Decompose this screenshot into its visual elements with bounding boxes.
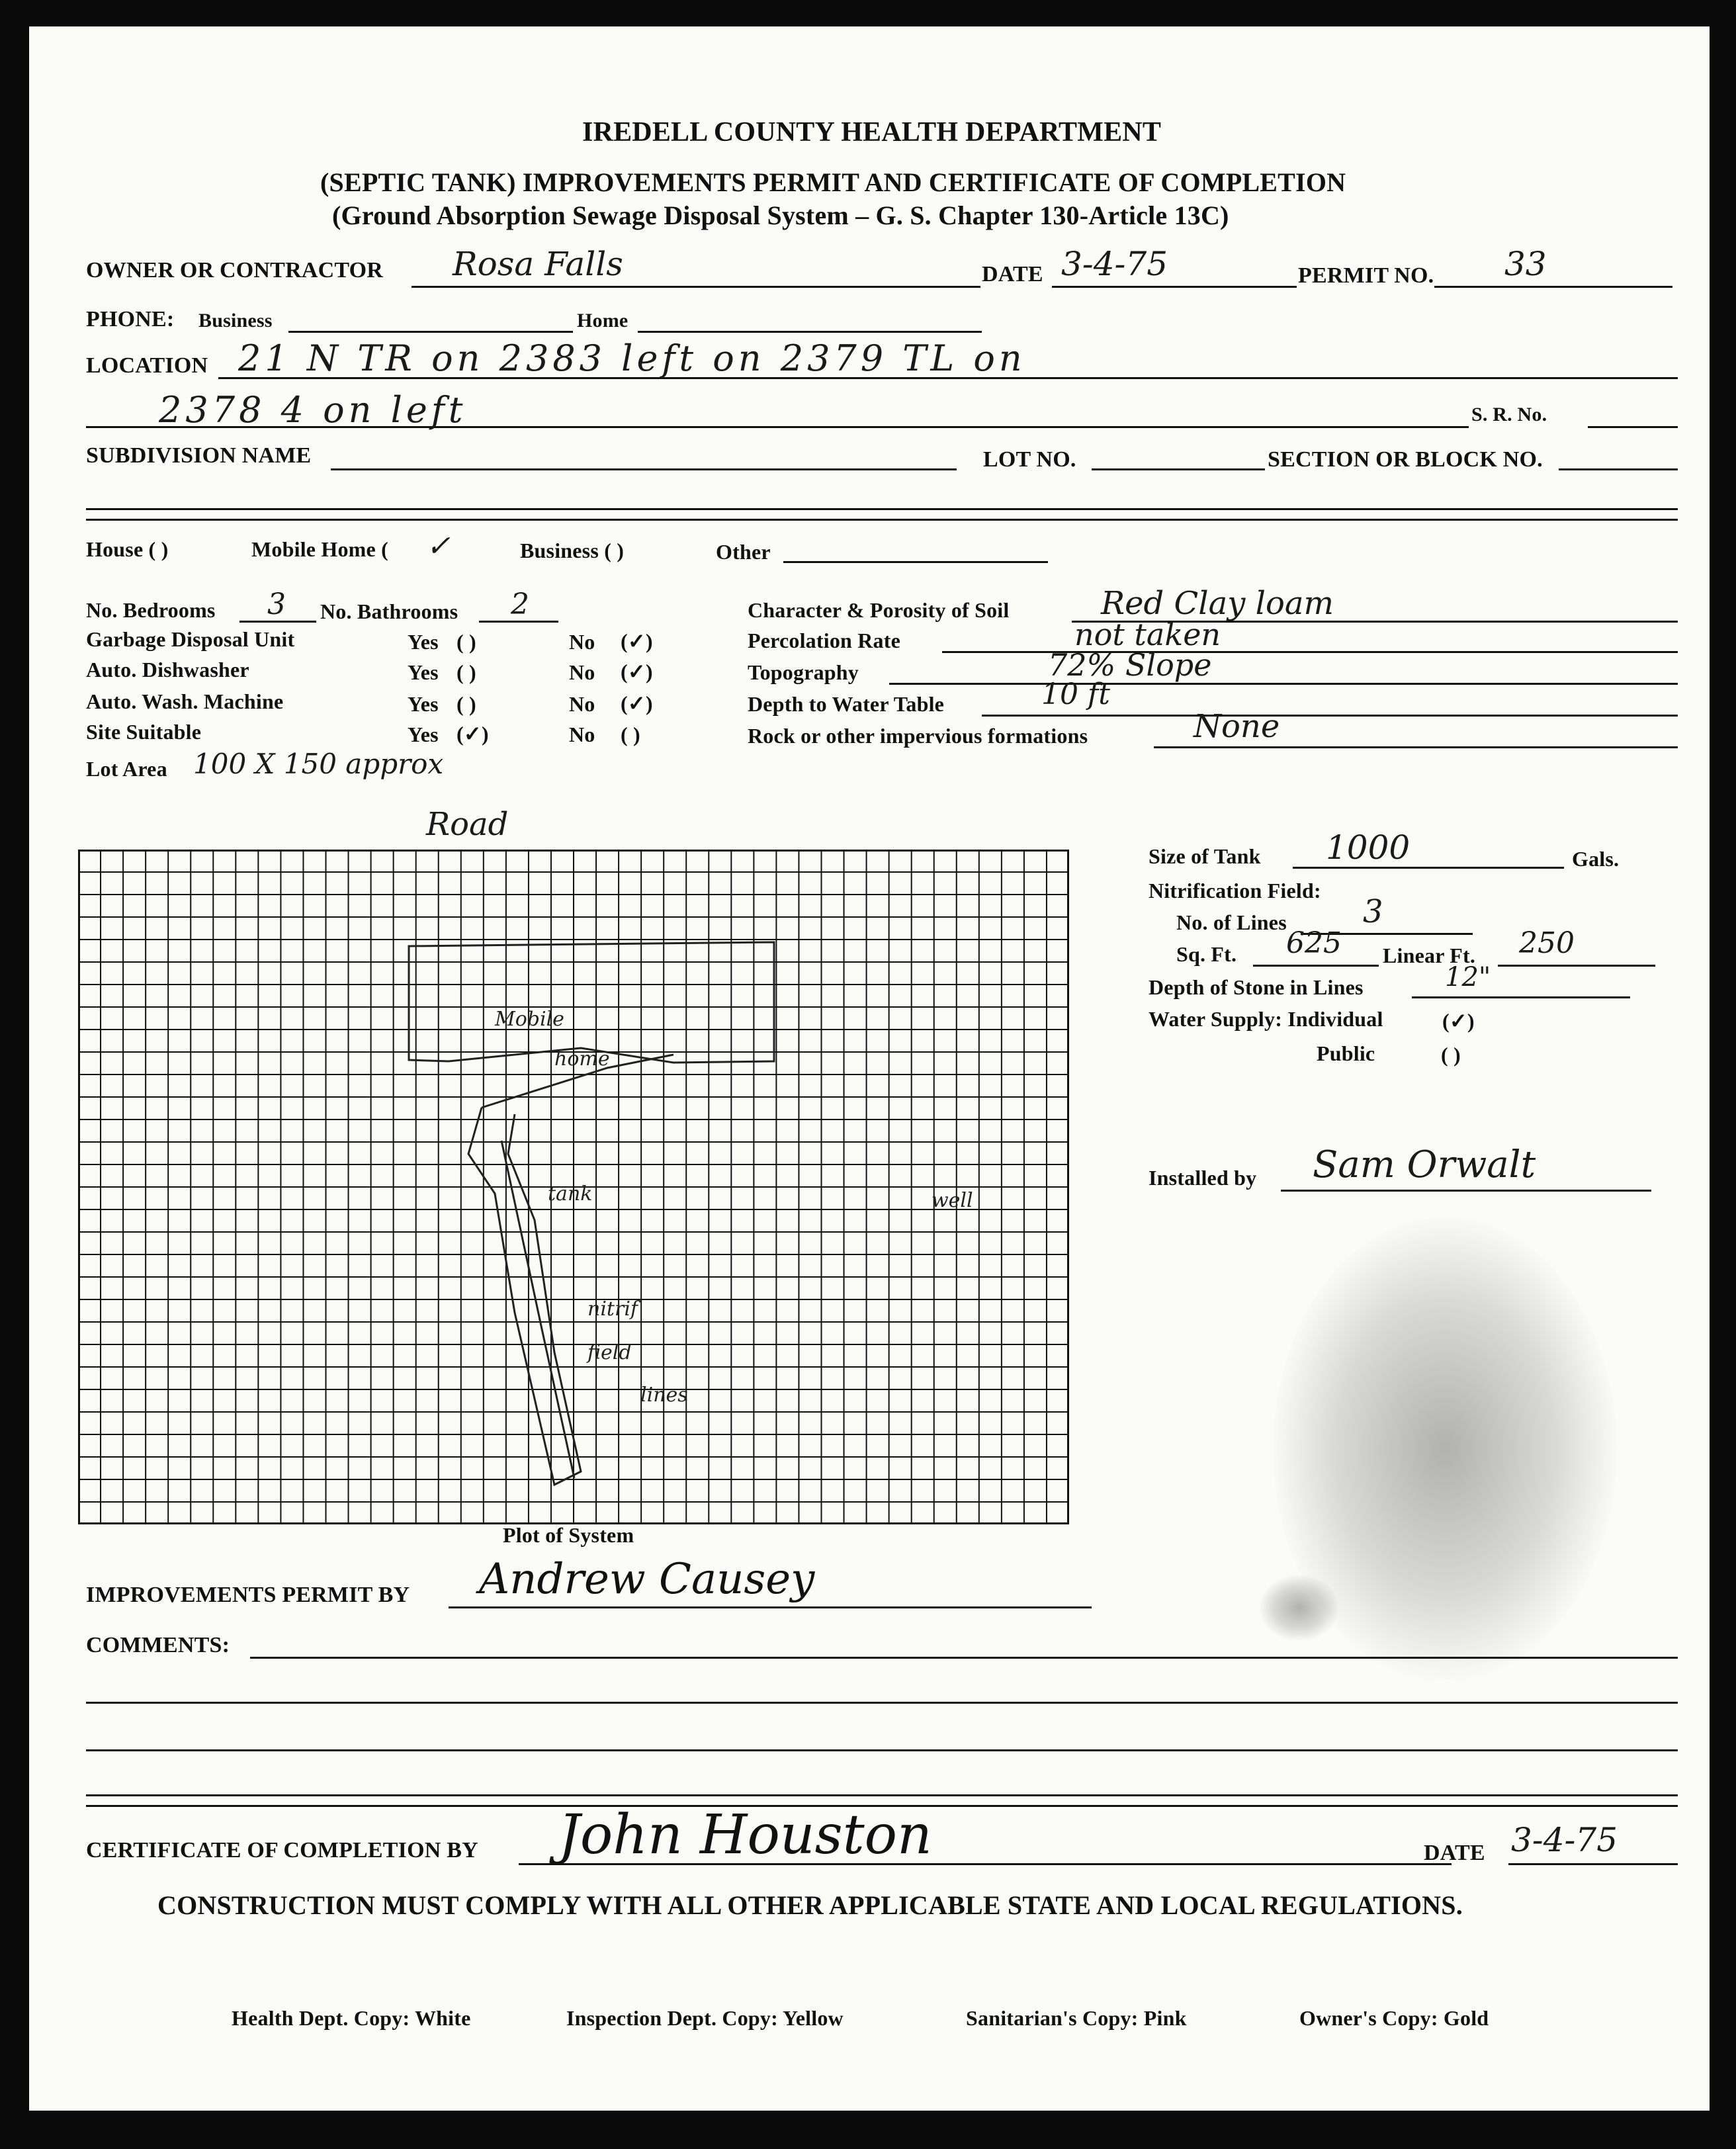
tank-gals-label: Gals. [1572,847,1620,871]
other-option: Other [716,540,771,564]
stone-depth-line [1412,996,1630,998]
washer-label: Auto. Wash. Machine [86,689,284,713]
section-line [1559,468,1678,470]
sqft-value: 625 [1286,926,1342,960]
dishwasher-label: Auto. Dishwasher [86,658,249,681]
permit-form [29,26,1710,2111]
owner-line [412,286,980,288]
system-sketch [409,942,774,1485]
rock-line [1154,746,1678,748]
mobile-home-option: Mobile Home ( [251,537,388,561]
soil-label: Character & Porosity of Soil [748,598,1010,622]
bathrooms-value: 2 [511,588,529,621]
plot-grid [78,850,1069,1524]
date-value: 3-4-75 [1061,245,1168,283]
bedrooms-value: 3 [267,588,286,621]
certificate-date-line [1508,1863,1678,1865]
permit-no-value: 33 [1504,245,1547,283]
water-table-value: 10 ft [1041,678,1110,711]
section-label: SECTION OR BLOCK NO. [1268,447,1543,472]
copy-health: Health Dept. Copy: White [232,2006,471,2030]
sqft-label: Sq. Ft. [1176,942,1237,966]
installed-by-line [1281,1190,1651,1192]
topography-label: Topography [748,660,859,684]
individual-mark: (✓) [1442,1009,1475,1033]
washer-no-box: (✓) [621,691,653,715]
lot-no-label: LOT NO. [983,447,1076,472]
topography-line [889,683,1678,685]
water-table-line [982,715,1678,717]
lot-no-line [1092,468,1265,470]
lines-label: No. of Lines [1176,910,1287,934]
sketch-note-nitrif: nitrif [587,1297,638,1321]
washer-yes-box: ( ) [456,692,476,716]
mobile-home-check: ✓ [426,529,451,563]
permit-no-label: PERMIT NO. [1298,263,1434,288]
permit-by-label: IMPROVEMENTS PERMIT BY [86,1583,410,1607]
subdivision-label: SUBDIVISION NAME [86,443,312,468]
form-title: (SEPTIC TANK) IMPROVEMENTS PERMIT AND CERTIFICATE OF COMPLETION [320,167,1346,197]
form-subtitle: (Ground Absorption Sewage Disposal System – G. S. Chapter 130-Article 13C) [332,200,1229,230]
site-suitable-label: Site Suitable [86,720,202,744]
phone-home-label: Home [577,310,629,331]
tank-size-value: 1000 [1326,828,1410,867]
road-label: Road [426,806,509,843]
copy-inspection: Inspection Dept. Copy: Yellow [566,2006,844,2030]
linear-ft-line [1498,965,1655,967]
linear-ft-value: 250 [1519,926,1575,960]
sketch-note-well: well [932,1189,973,1212]
phone-home-line [638,331,982,333]
topography-value: 72% Slope [1048,647,1212,683]
copy-owner: Owner's Copy: Gold [1299,2006,1489,2030]
lot-area-label: Lot Area [86,757,167,781]
permit-no-line [1434,286,1672,288]
site-no: No [569,723,595,746]
sr-no-line [1588,426,1678,428]
comments-line-2 [86,1702,1678,1704]
installed-by-value: Sam Orwalt [1313,1143,1536,1186]
certificate-rule [86,1794,1678,1796]
sketch-note-mobile: Mobile [495,1008,564,1031]
soil-value: Red Clay loam [1101,585,1334,622]
compliance-notice: CONSTRUCTION MUST COMPLY WITH ALL OTHER APPLICABLE STATE AND LOCAL REGULATIONS. [157,1890,1463,1920]
bathrooms-label: No. Bathrooms [320,599,458,623]
location-line-2-value: 2378 4 on left [159,389,467,431]
stone-depth-value: 12" [1445,962,1491,992]
tank-size-line [1293,867,1564,869]
garbage-no-box: (✓) [621,629,653,653]
dishwasher-no-box: (✓) [621,660,653,683]
bedrooms-label: No. Bedrooms [86,598,216,622]
water-table-label: Depth to Water Table [748,692,945,716]
certificate-date-label: DATE [1424,1841,1485,1865]
location-label: LOCATION [86,353,208,378]
public-label: Public [1317,1041,1375,1065]
stone-depth-label: Depth of Stone in Lines [1149,975,1364,999]
certificate-label: CERTIFICATE OF COMPLETION BY [86,1838,478,1863]
rock-label: Rock or other impervious formations [748,724,1088,748]
date-line [1052,286,1297,288]
department-title: IREDELL COUNTY HEALTH DEPARTMENT [582,117,1162,148]
other-line [783,561,1048,563]
dishwasher-yes-box: ( ) [456,660,476,684]
comments-line-1 [250,1657,1678,1659]
dishwasher-no: No [569,660,595,684]
copy-sanitarian: Sanitarian's Copy: Pink [966,2006,1187,2030]
permit-by-line [449,1606,1092,1608]
water-supply-label: Water Supply: Individual [1149,1007,1383,1031]
lot-area-value: 100 X 150 approx [193,748,444,780]
nitrification-label: Nitrification Field: [1149,879,1321,902]
washer-no: No [569,692,595,716]
sketch-note-field: field [587,1341,632,1364]
garbage-yes-box: ( ) [456,630,476,654]
perc-label: Percolation Rate [748,629,900,652]
mobile-home-outline [409,942,774,1063]
washer-yes: Yes [408,692,439,716]
public-mark: ( ) [1441,1043,1461,1067]
house-option: House ( ) [86,537,169,561]
business-option: Business ( ) [520,539,625,562]
garbage-label: Garbage Disposal Unit [86,627,295,651]
permit-by-signature: Andrew Causey [479,1555,815,1604]
owner-label: OWNER OR CONTRACTOR [86,258,383,283]
owner-value: Rosa Falls [453,245,623,283]
tank-size-label: Size of Tank [1149,844,1261,868]
scan-smudge-small [1260,1575,1339,1641]
site-yes: Yes [408,723,439,746]
sketch-note-tank: tank [548,1182,593,1206]
lines-value: 3 [1363,893,1383,930]
phone-business-line [288,331,573,333]
location-line-1-value: 21 N TR on 2383 left on 2379 TL on [238,337,1026,379]
perc-value: not taken [1074,617,1221,652]
phone-business-label: Business [198,310,273,331]
site-yes-box: (✓) [456,722,489,746]
sketch-note-lines: lines [640,1383,688,1407]
sketch-note-home: home [554,1047,610,1071]
certificate-signature: John Houston [558,1804,932,1866]
sqft-line [1253,965,1379,967]
site-no-box: ( ) [621,723,640,746]
comments-label: COMMENTS: [86,1633,230,1657]
linear-ft-label: Linear Ft. [1383,943,1476,967]
phone-label: PHONE: [86,307,175,331]
section-rule [86,508,1678,510]
date-label: DATE [982,262,1043,286]
sr-no-label: S. R. No. [1471,404,1547,425]
dishwasher-yes: Yes [408,660,439,684]
garbage-no: No [569,630,595,654]
plot-caption: Plot of System [503,1523,634,1547]
rock-value: None [1194,708,1280,745]
certificate-date-value: 3-4-75 [1511,1821,1618,1859]
section-rule-2 [86,519,1678,521]
subdivision-line [331,468,957,470]
comments-line-3 [86,1749,1678,1751]
garbage-yes: Yes [408,630,439,654]
installed-by-label: Installed by [1149,1166,1257,1190]
